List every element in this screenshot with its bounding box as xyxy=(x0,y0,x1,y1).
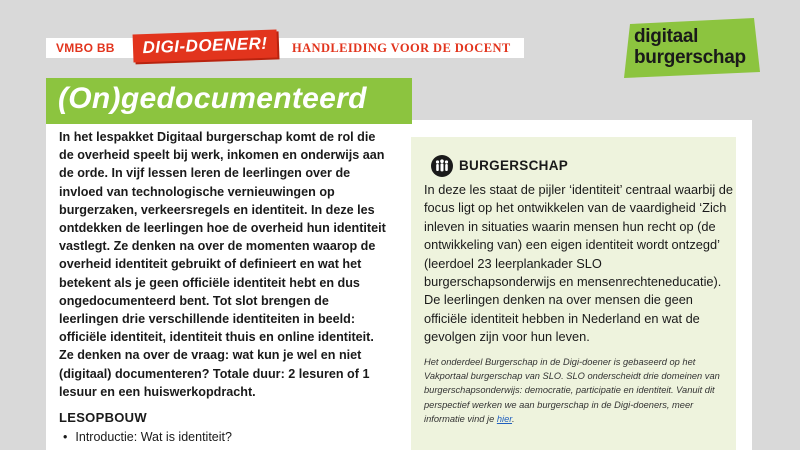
intro-paragraph: In het lespakket Digitaal burgerschap komt de rol die de overheid speelt bij werk, inkomen en onderwijs aan de orde. In vijf lessen leren de leerlingen over de invloed van technologische vernieuwingen op burgerzaken, verkeersregels en identiteit. In deze les ontdekken de leerlingen hoe de overheid hun identiteit vastlegt. Ze denken na over de momenten waarop de overheid identiteit gebruikt of definieert en wat het betekent als je geen officiële identiteit hebt en dus ongedocumenteerd bent. Tot slot brengen de leerlingen drie verschillende identiteiten in beeld: officiële identiteit, identiteit thuis en online identiteit. Ze denken na over de vraag: wat kun je wel en niet (digitaal) documenteren? Totale duur: 2 lesuren of 1 lesuur en een huiswerkopdracht. xyxy=(59,130,386,399)
brand-badge: DIGI-DOENER! xyxy=(133,29,278,62)
logo-line-1: digitaal xyxy=(634,26,699,47)
hier-link[interactable]: hier xyxy=(496,413,513,424)
burgerschap-body: In deze les staat de pijler ‘identiteit’ centraal waarbij de focus ligt op het ontwikkelen van de vaardigheid ‘Zich inleven in situaties waarin mensen hun recht op (de ontwikkeling van) een eigen identiteit wordt ontzegd’ (leerdoel 23 leerplankader SLO burgerschapsonderwijs en mensenrechteneducatie). De leerlingen denken na over mensen die geen officiële identiteit hebben in Nederland en wat de gevolgen zijn voor hun leven. xyxy=(424,182,733,345)
level-label: VMBO BB xyxy=(56,41,115,55)
note-end: . xyxy=(512,413,515,424)
logo-line-2: burgerschap xyxy=(634,47,746,68)
lesopbouw-heading: LESOPBOUW xyxy=(59,410,147,425)
header-subtitle: HANDLEIDING VOOR DE DOCENT xyxy=(292,41,511,55)
digitaal-burgerschap-logo xyxy=(622,18,760,78)
people-group-icon xyxy=(431,155,453,177)
burgerschap-heading: BURGERSCHAP xyxy=(459,158,569,173)
list-item: • Introductie: Wat is identiteit? xyxy=(59,428,389,446)
note-text: Het onderdeel Burgerschap in de Digi-doener is gebaseerd op het Vakportaal burgerschap van SLO. SLO onderscheidt drie domeinen van burgerschapsonderwijs: democratie, participatie en identiteit. Vanuit dit perspectief werken we aan burgerschap in de Digi-doeners, meer informatie vind je xyxy=(424,357,720,424)
page-title: (On)gedocumenteerd xyxy=(58,82,367,115)
burgerschap-note xyxy=(424,355,734,426)
lesopbouw-list xyxy=(59,428,389,446)
